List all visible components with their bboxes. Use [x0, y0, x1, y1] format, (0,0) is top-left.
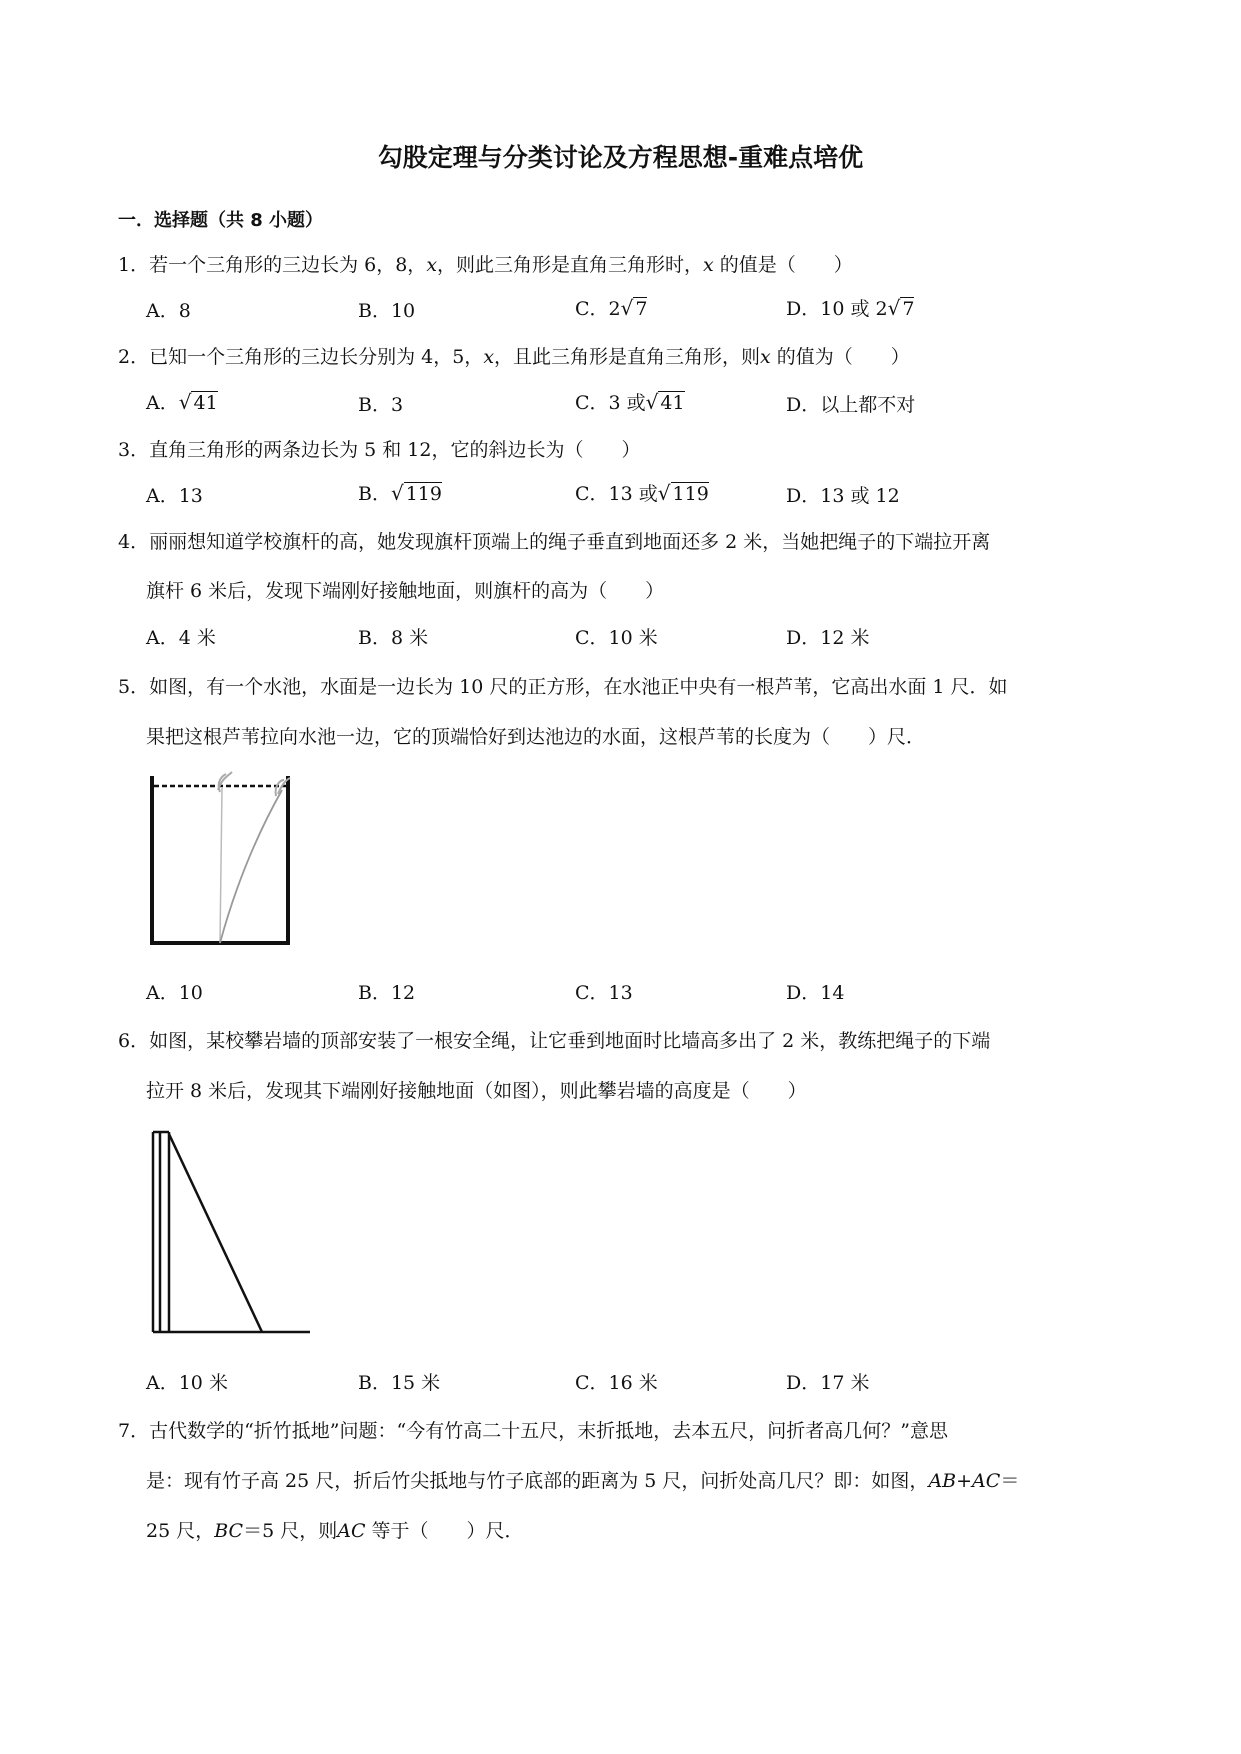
q7-line-3-part: 等于（ ）尺．: [365, 1520, 524, 1542]
q2-stem-part: ，且此三角形是直角三角形，则: [494, 346, 761, 368]
question-6-line-1: 6．如图，某校攀岩墙的顶部安装了一根安全绳，让它垂到地面时比墙高多出了 2 米，教练把绳子的下端: [118, 1030, 991, 1052]
q1-var-x: x: [703, 254, 714, 276]
q2-option-a-radicand: 41: [193, 392, 218, 414]
question-3-stem: 3．直角三角形的两条边长为 5 和 12，它的斜边长为（ ）: [118, 439, 641, 461]
q3-option-b-prefix: B．: [358, 483, 391, 505]
q1-option-d-prefix: D．10 或 2: [786, 298, 888, 320]
question-5-line-1: 5．如图，有一个水池，水面是一边长为 10 尺的正方形，在水池正中央有一根芦苇，它高出水面 1 尺．如: [118, 676, 1008, 698]
q3-option-b[interactable]: [358, 483, 442, 504]
q3-option-c-prefix: C．13 或: [575, 483, 658, 505]
q2-option-c-prefix: C．3 或: [575, 392, 646, 414]
q4-option-c[interactable]: C．10 米: [575, 627, 658, 649]
q5-option-b[interactable]: B．12: [358, 982, 416, 1004]
q2-var-x: x: [483, 346, 495, 368]
question-5-line-2: 果把这根芦苇拉向水池一边，它的顶端恰好到达池边的水面，这根芦苇的长度为（ ）尺．: [146, 726, 926, 748]
q2-var-x: x: [760, 346, 771, 368]
section-heading: 一．选择题（共 8 小题）: [118, 210, 324, 231]
question-1-stem: [118, 256, 853, 275]
q4-option-d[interactable]: D．12 米: [786, 627, 870, 649]
q6-option-d[interactable]: D．17 米: [786, 1372, 870, 1394]
question-7-line-2: [146, 1472, 1019, 1491]
q7-line-3-part: ＝5 尺，则: [243, 1520, 338, 1542]
q2-stem-part: 2．已知一个三角形的三边长分别为 4，5，: [118, 346, 484, 368]
q7-var-ab-ac: AB+AC: [928, 1470, 1001, 1492]
page-title: 勾股定理与分类讨论及方程思想-重难点培优: [377, 143, 864, 172]
q1-option-c[interactable]: [575, 298, 647, 319]
q3-option-c-radicand: 119: [672, 483, 709, 505]
sqrt-icon: √: [887, 296, 901, 320]
q1-option-d[interactable]: [786, 298, 914, 319]
q5-option-d[interactable]: D．14: [786, 982, 845, 1004]
climbing-wall-figure: [140, 1122, 315, 1340]
q1-stem-part: 的值是（ ）: [713, 254, 853, 276]
q5-option-a[interactable]: A．10: [146, 982, 203, 1004]
q1-option-c-radicand: 7: [635, 298, 648, 320]
q2-stem-part: 的值为（ ）: [770, 346, 910, 368]
q1-option-b[interactable]: B．10: [358, 300, 416, 322]
question-7-line-1: 7．古代数学的“折竹抵地”问题：“今有竹高二十五尺，末折抵地，去本五尺，问折者高几何？”意思: [118, 1420, 948, 1442]
q1-stem-part: 1．若一个三角形的三边长为 6，8，: [118, 254, 427, 276]
q3-option-d[interactable]: D．13 或 12: [786, 485, 900, 507]
question-2-stem: [118, 348, 910, 367]
q6-option-b[interactable]: B．15 米: [358, 1372, 441, 1394]
q2-option-b[interactable]: B．3: [358, 394, 404, 416]
q1-stem-part: ，则此三角形是直角三角形时，: [437, 254, 704, 276]
q4-option-b[interactable]: B．8 米: [358, 627, 429, 649]
q2-option-a[interactable]: [146, 392, 218, 413]
q1-var-x: x: [426, 254, 438, 276]
q2-option-d[interactable]: D．以上都不对: [786, 394, 916, 416]
q7-var-ac: AC: [337, 1520, 366, 1542]
q7-line-2-part: 是：现有竹子高 25 尺，折后竹尖抵地与竹子底部的距离为 5 尺，问折处高几尺？即：如图，: [146, 1470, 929, 1492]
sqrt-icon: √: [390, 481, 404, 505]
q6-option-a[interactable]: A．10 米: [146, 1372, 228, 1394]
q1-option-d-radicand: 7: [902, 298, 915, 320]
q2-option-c[interactable]: [575, 392, 685, 413]
q1-option-a[interactable]: A．8: [146, 300, 191, 322]
q2-option-c-radicand: 41: [660, 392, 685, 414]
pond-reed-figure: [140, 768, 300, 950]
q7-var-bc: BC: [214, 1520, 244, 1542]
sqrt-icon: √: [620, 296, 634, 320]
q7-line-3-part: 25 尺，: [146, 1520, 215, 1542]
question-4-line-2: 旗杆 6 米后，发现下端刚好接触地面，则旗杆的高为（ ）: [146, 580, 665, 602]
sqrt-icon: √: [645, 390, 659, 414]
q4-option-a[interactable]: A．4 米: [146, 627, 216, 649]
q3-option-b-radicand: 119: [405, 483, 442, 505]
question-6-line-2: 拉开 8 米后，发现其下端刚好接触地面（如图），则此攀岩墙的高度是（ ）: [146, 1080, 807, 1102]
q2-option-a-prefix: A．: [146, 392, 179, 414]
question-4-line-1: 4．丽丽想知道学校旗杆的高，她发现旗杆顶端上的绳子垂直到地面还多 2 米，当她把绳子的下端拉开离: [118, 531, 991, 553]
q3-option-c[interactable]: [575, 483, 709, 504]
question-7-line-3: [146, 1522, 524, 1541]
sqrt-icon: √: [178, 390, 192, 414]
sqrt-icon: √: [657, 481, 671, 505]
q5-option-c[interactable]: C．13: [575, 982, 633, 1004]
q3-option-a[interactable]: A．13: [146, 485, 203, 507]
q6-option-c[interactable]: C．16 米: [575, 1372, 658, 1394]
q1-option-c-prefix: C．2: [575, 298, 621, 320]
q7-line-2-part: ＝: [1000, 1470, 1020, 1492]
